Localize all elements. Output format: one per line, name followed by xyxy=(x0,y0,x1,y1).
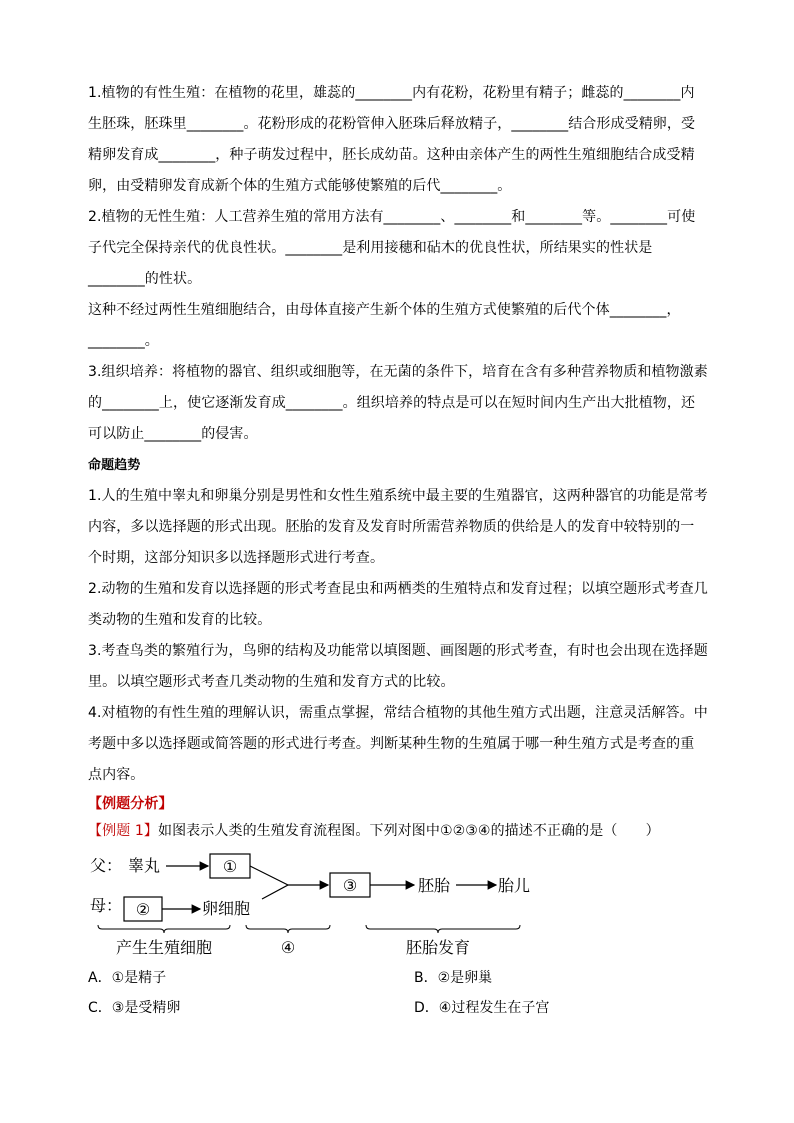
merge-lines xyxy=(250,866,288,899)
page-content xyxy=(88,78,708,1023)
embryo-label: 胚胎 xyxy=(418,876,451,895)
trend-item: 4.对植物的有性生殖的理解认识，需重点掌握，常结合植物的其他生殖方式出题，注意灵活解答。中考题中多以选择题或简答题的形式进行考查。判断某种生物的生殖属于哪一种生殖方式是考查的重点内容。 xyxy=(88,705,708,783)
produce-cells-label: 产生生殖细胞 xyxy=(115,938,213,957)
example-section-label: 【例题分析】 xyxy=(88,796,173,812)
egg-label: 卵细胞 xyxy=(202,899,251,918)
father-label: 父： xyxy=(90,856,123,875)
box-3-label: ③ xyxy=(342,876,358,895)
trend-item: 3.考查鸟类的繁殖行为，鸟卵的结构及功能常以填图题、画图题的形式考查，有时也会出现在选择题里。以填空题形式考查几类动物的生殖和发育方式的比较。 xyxy=(88,643,708,690)
box-1-label: ① xyxy=(222,857,238,876)
reproduction-flow-diagram xyxy=(88,849,558,959)
fetus-label: 胎儿 xyxy=(498,876,531,895)
testis-label: 睾丸 xyxy=(128,856,161,875)
trend-item: 2.动物的生殖和发育以选择题的形式考查昆虫和两栖类的生殖特点和发育过程；以填空题形式考查几类动物的生殖和发育的比较。 xyxy=(88,581,708,628)
process-4-label: ④ xyxy=(280,938,296,957)
mother-label: 母： xyxy=(90,896,123,915)
embryo-development-label: 胚胎发育 xyxy=(405,938,471,957)
example-tag: 【例题 1】 xyxy=(88,823,158,839)
brace-produce xyxy=(98,925,230,933)
sexual-reproduction-paragraph: 1.植物的有性生殖：在植物的花里，雄蕊的________内有花粉，花粉里有精子；雌蕊的________内生胚珠，胚珠里________。花粉形成的花粉管伸入胚珠后释放精子，________结合形成受精卵，受精卵发育成________，种子萌发过程中，胚长成幼苗。这种由亲体产生的两性生殖细胞结合成受精卵，由受精卵发育成新个体的生殖方式能够使繁殖的后代________。 xyxy=(88,85,696,194)
option-c[interactable]: C．③是受精卵 xyxy=(88,1000,181,1016)
trend-item: 1.人的生殖中睾丸和卵巢分别是男性和女性生殖系统中最主要的生殖器官，这两种器官的功能是常考内容，多以选择题的形式出现。胚胎的发育及发育时所需营养物质的供给是人的发育中较特别的一个时期，这部分知识多以选择题形式进行考查。 xyxy=(88,488,708,566)
asexual-reproduction-paragraph: 2.植物的无性生殖：人工营养生殖的常用方法有________、________和________等。________可使子代完全保持亲代的优良性状。________是利用接穗和砧木的优良性状，所结果实的性状是________的性状。 xyxy=(88,209,696,287)
tissue-culture-paragraph: 3.组织培养：将植物的器官、组织或细胞等，在无菌的条件下，培育在含有多种营养物质和植物激素的________上，使它逐渐发育成________。组织培养的特点是可以在短时间内生产出大批植物，还可以防止________的侵害。 xyxy=(88,364,708,442)
brace-develop xyxy=(366,925,520,933)
option-d[interactable]: D．④过程发生在子宫 xyxy=(414,1000,550,1016)
option-b[interactable]: B．②是卵巢 xyxy=(414,970,493,986)
brace-4 xyxy=(246,925,330,933)
box-2-label: ② xyxy=(135,900,151,919)
option-a[interactable]: A．①是精子 xyxy=(88,970,167,986)
asexual-summary-paragraph: 这种不经过两性生殖细胞结合，由母体直接产生新个体的生殖方式使繁殖的后代个体________，________。 xyxy=(88,302,681,349)
example-question xyxy=(88,818,708,845)
trend-heading: 命题趋势 xyxy=(88,458,141,473)
answer-options xyxy=(88,959,708,1023)
example-question-text: 如图表示人类的生殖发育流程图。下列对图中①②③④的描述不正确的是（ ） xyxy=(157,823,660,839)
